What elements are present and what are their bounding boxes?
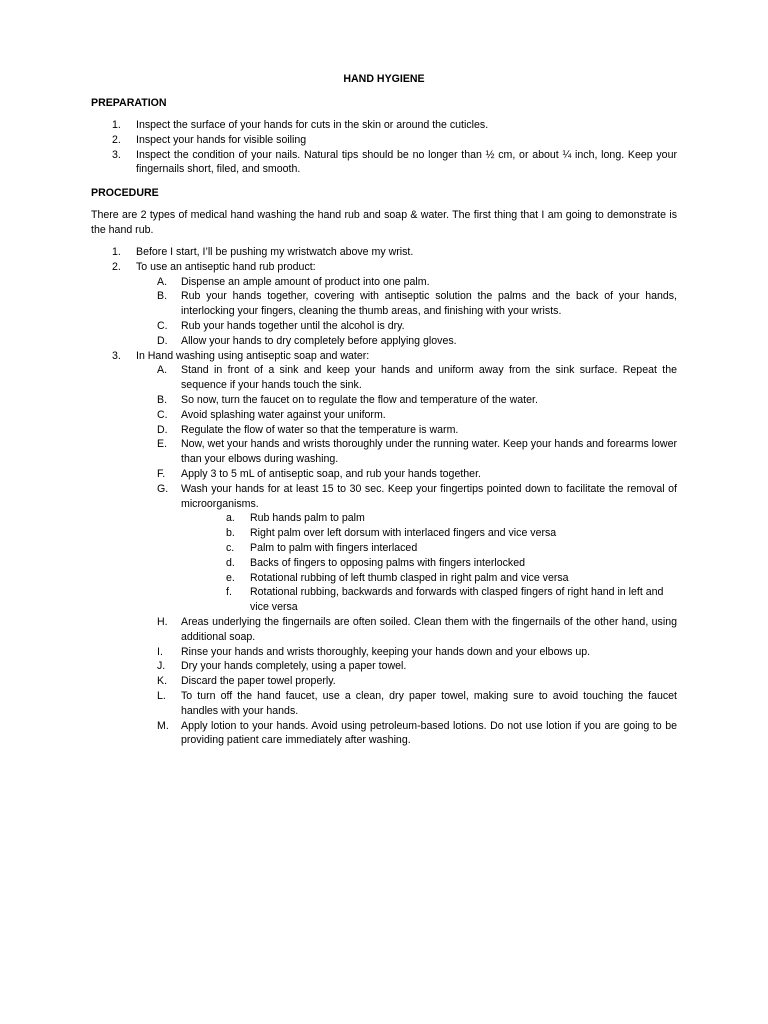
sub-item — [157, 467, 677, 482]
procedure-intro: There are 2 types of medical hand washing the hand rub and soap & water. The first thing that I am going to demonstrate is the hand rub. — [91, 209, 677, 236]
item-number: B. — [157, 393, 168, 406]
procedure-item — [112, 245, 677, 260]
item-number: 2. — [112, 133, 121, 146]
sub-item — [157, 689, 677, 719]
item-text: Apply 3 to 5 mL of antiseptic soap, and rub your hands together. — [181, 467, 481, 480]
item-text: Rotational rubbing of left thumb clasped in right palm and vice versa — [250, 571, 569, 584]
sub-sub-item — [226, 585, 677, 615]
item-number: d. — [226, 556, 235, 569]
item-text: Right palm over left dorsum with interlaced fingers and vice versa — [250, 527, 557, 540]
item-text: Dispense an ample amount of product into one palm. — [181, 275, 430, 288]
item-text: Rinse your hands and wrists thoroughly, keeping your hands down and your elbows up. — [181, 645, 591, 658]
item-number: D. — [157, 423, 168, 436]
item-text: Wash your hands for at least 15 to 30 sec. Keep your fingertips pointed down to facilitate the removal of microorganisms. — [181, 482, 677, 510]
sub-sub-item — [226, 571, 677, 586]
item-number: C. — [157, 408, 168, 421]
sub-item — [157, 393, 677, 408]
soap-water-steps — [136, 363, 677, 748]
item-number: e. — [226, 571, 235, 584]
item-text: Avoid splashing water against your uniform. — [181, 408, 386, 421]
procedure-item — [112, 260, 677, 349]
sub-item — [157, 659, 677, 674]
procedure-list — [112, 245, 677, 748]
item-text: Apply lotion to your hands. Avoid using petroleum-based lotions. Do not use lotion if you are going to be providing patient care immediately after washing. — [181, 719, 677, 747]
item-text: Rotational rubbing, backwards and forwards with clasped fingers of right hand in left and vice versa — [250, 586, 664, 614]
item-number: c. — [226, 541, 235, 554]
hand-rub-steps — [136, 275, 677, 349]
item-text: To use an antiseptic hand rub product: — [136, 260, 316, 273]
item-number: B. — [157, 290, 168, 303]
sub-sub-item — [226, 541, 677, 556]
item-text: Regulate the flow of water so that the temperature is warm. — [181, 423, 459, 436]
sub-item — [157, 482, 677, 615]
sub-sub-item — [226, 556, 677, 571]
sub-item — [157, 334, 677, 349]
item-number: 2. — [112, 260, 121, 273]
item-number: A. — [157, 275, 168, 288]
preparation-item — [112, 148, 677, 178]
item-number: A. — [157, 364, 168, 377]
sub-item — [157, 408, 677, 423]
preparation-heading: PREPARATION — [91, 97, 167, 109]
item-text: Backs of fingers to opposing palms with fingers interlocked — [250, 556, 525, 569]
item-text: Allow your hands to dry completely before applying gloves. — [181, 334, 457, 347]
item-number: b. — [226, 527, 235, 540]
item-text: Palm to palm with fingers interlaced — [250, 541, 418, 554]
item-text: Inspect the surface of your hands for cuts in the skin or around the cuticles. — [136, 119, 489, 131]
item-text: Rub hands palm to palm — [250, 512, 365, 525]
item-text: Inspect the condition of your nails. Natural tips should be no longer than ½ cm, or about ¼ inch, long. Keep your fingernails short, filed, and smooth. — [136, 148, 677, 176]
item-text: Inspect your hands for visible soiling — [136, 133, 307, 146]
item-text: Discard the paper towel properly. — [181, 675, 336, 688]
procedure-heading: PROCEDURE — [91, 187, 159, 199]
item-text: So now, turn the faucet on to regulate the flow and temperature of the water. — [181, 393, 538, 406]
sub-item — [157, 289, 677, 319]
sub-item — [157, 319, 677, 334]
sub-item — [157, 645, 677, 660]
preparation-item — [112, 133, 677, 148]
item-number: 1. — [112, 119, 121, 131]
item-number: L. — [157, 689, 166, 702]
preparation-list — [112, 118, 677, 177]
sub-item — [157, 719, 677, 749]
procedure-item — [112, 349, 677, 749]
page-title: HAND HYGIENE — [343, 73, 425, 85]
item-number: a. — [226, 512, 235, 525]
item-number: G. — [157, 482, 169, 495]
item-number: M. — [157, 719, 169, 732]
sub-item — [157, 423, 677, 438]
item-text: Rub your hands together until the alcohol is dry. — [181, 319, 405, 332]
item-text: Dry your hands completely, using a paper towel. — [181, 660, 407, 673]
item-number: 3. — [112, 349, 121, 362]
sub-sub-item — [226, 526, 677, 541]
preparation-item — [112, 118, 677, 133]
item-text: In Hand washing using antiseptic soap and water: — [136, 349, 370, 362]
sub-item — [157, 363, 677, 393]
item-text: Areas underlying the fingernails are often soiled. Clean them with the fingernails of the other hand, using additional soap. — [181, 615, 677, 643]
rubbing-steps — [181, 511, 677, 615]
item-number: I. — [157, 645, 163, 658]
item-number: C. — [157, 319, 168, 332]
item-number: 1. — [112, 246, 121, 258]
sub-sub-item — [226, 511, 677, 526]
sub-item — [157, 437, 677, 467]
item-text: Now, wet your hands and wrists thoroughly under the running water. Keep your hands and forearms lower than your elbows during washing. — [181, 438, 677, 466]
item-number: K. — [157, 675, 168, 688]
item-text: Rub your hands together, covering with antiseptic solution the palms and the back of your hands, interlocking your fingers, cleaning the thumb areas, and finishing with your wrists. — [181, 290, 677, 318]
item-number: F. — [157, 467, 166, 480]
item-number: J. — [157, 660, 166, 673]
sub-item — [157, 275, 677, 290]
sub-item — [157, 674, 677, 689]
item-text: Before I start, I’ll be pushing my wristwatch above my wrist. — [136, 246, 414, 258]
item-number: H. — [157, 615, 168, 628]
item-number: E. — [157, 438, 168, 451]
sub-item — [157, 615, 677, 645]
item-number: f. — [226, 586, 232, 599]
item-number: 3. — [112, 148, 121, 161]
item-text: Stand in front of a sink and keep your hands and uniform away from the sink surface. Repeat the sequence if your hands touch the sink. — [181, 364, 677, 392]
item-text: To turn off the hand faucet, use a clean, dry paper towel, making sure to avoid touching the faucet handles with your hands. — [181, 689, 677, 717]
item-number: D. — [157, 334, 168, 347]
